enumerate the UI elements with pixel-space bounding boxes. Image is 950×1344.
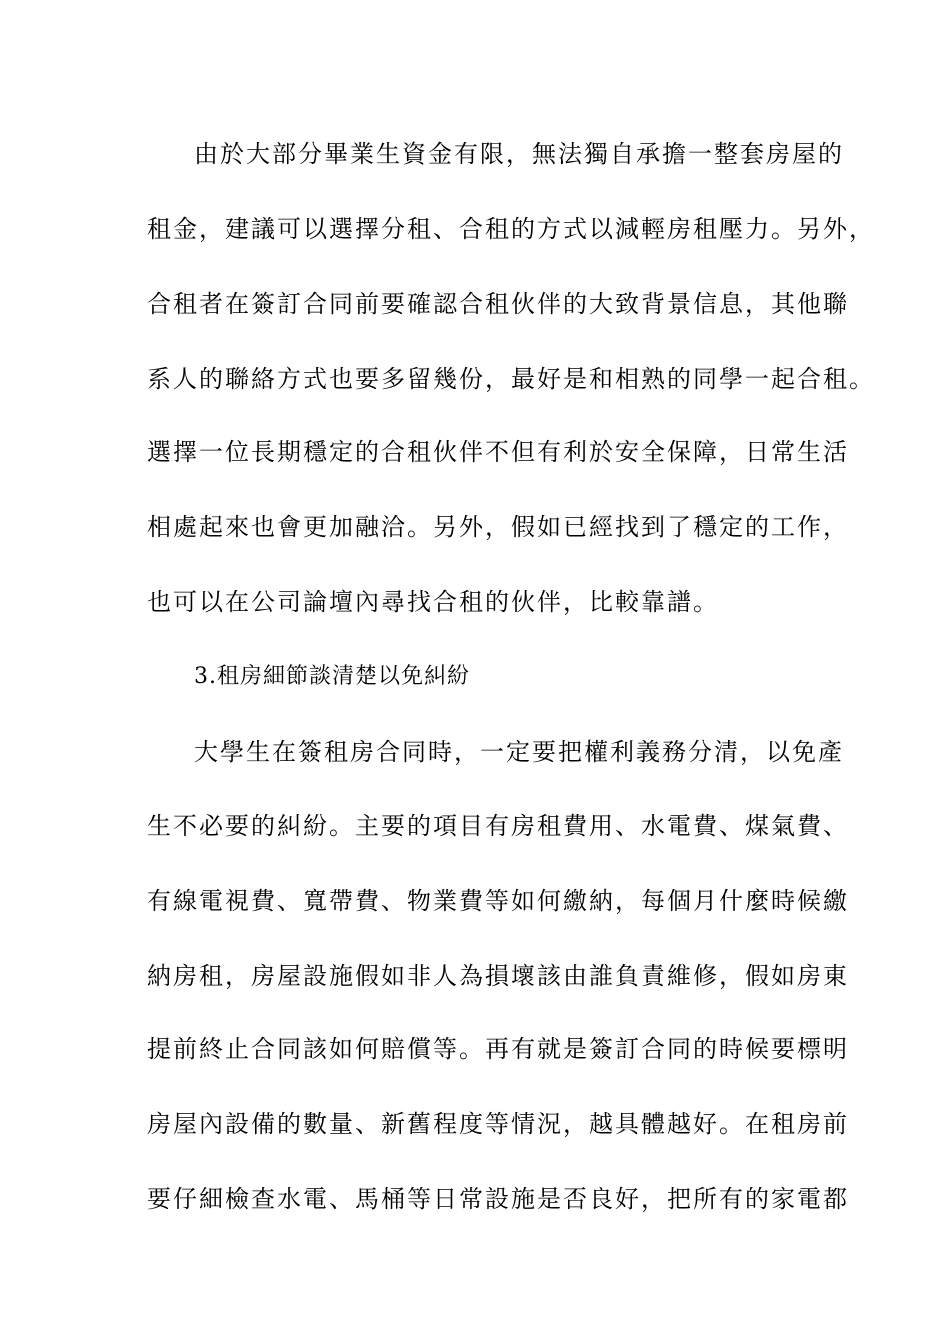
paragraph-2-line-2: 生不必要的糾紛。主要的項目有房租費用、水電費、煤氣費、	[147, 812, 849, 840]
paragraph-2-line-4: 納房租，房屋設施假如非人為損壞該由誰負責維修，假如房東	[147, 962, 849, 990]
paragraph-1-line-3: 合租者在簽訂合同前要確認合租伙伴的大致背景信息，其他聯	[147, 290, 849, 318]
paragraph-2-line-3: 有線電視費、寬帶費、物業費等如何繳納，每個月什麼時候繳	[147, 887, 849, 915]
section-heading: 3.租房細節談清楚以免糾紛	[194, 664, 470, 689]
paragraph-1-line-1: 由於大部分畢業生資金有限，無法獨自承擔一整套房屋的	[194, 140, 844, 168]
paragraph-1-line-7: 也可以在公司論壇內尋找合租的伙伴，比較靠譜。	[147, 588, 719, 616]
paragraph-2-line-1: 大學生在簽租房合同時，一定要把權利義務分清，以免產	[194, 738, 844, 766]
paragraph-1-line-5: 選擇一位長期穩定的合租伙伴不但有利於安全保障，日常生活	[147, 438, 849, 466]
paragraph-1-line-6: 相處起來也會更加融洽。另外，假如已經找到了穩定的工作，	[147, 513, 849, 541]
paragraph-1-line-2: 租金，建議可以選擇分租、合租的方式以減輕房租壓力。另外，	[147, 215, 875, 243]
paragraph-2-line-7: 要仔細檢查水電、馬桶等日常設施是否良好，把所有的家電都	[147, 1185, 849, 1213]
paragraph-2-line-5: 提前終止合同該如何賠償等。再有就是簽訂合同的時候要標明	[147, 1035, 849, 1063]
paragraph-1-line-4: 系人的聯絡方式也要多留幾份，最好是和相熟的同學一起合租。	[147, 365, 875, 393]
paragraph-2-line-6: 房屋內設備的數量、新舊程度等情況，越具體越好。在租房前	[147, 1110, 849, 1138]
